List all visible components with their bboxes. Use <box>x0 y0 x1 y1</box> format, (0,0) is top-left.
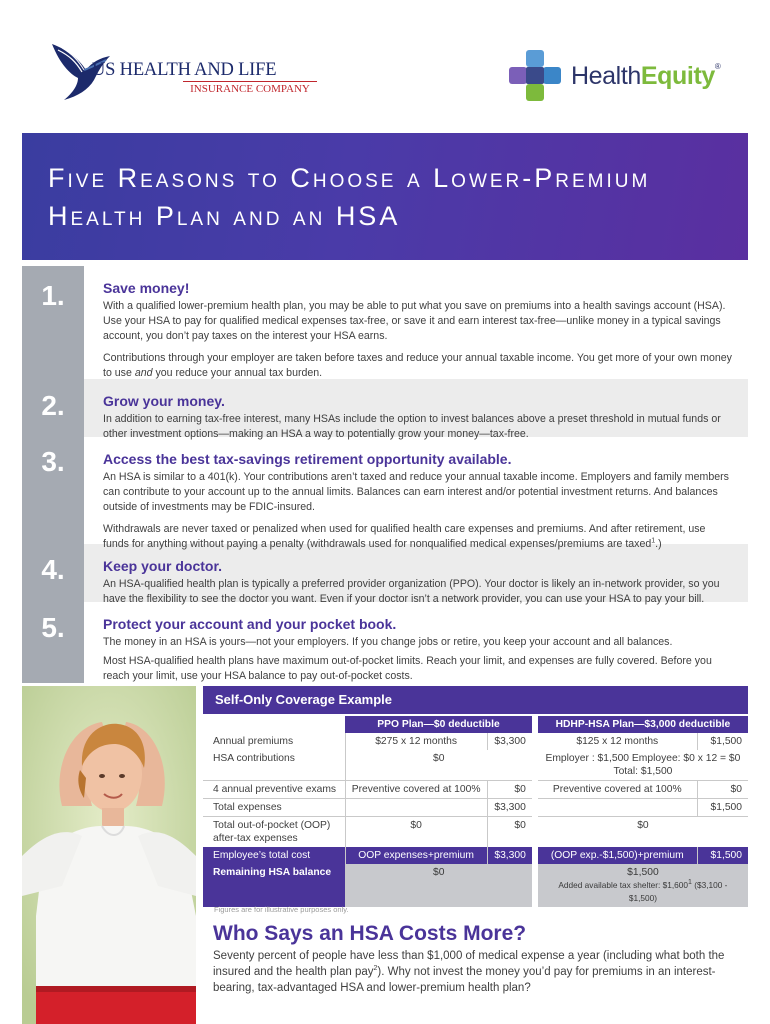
row-label: Annual premiums <box>213 736 294 747</box>
ppo-amount: $3,300 <box>487 847 535 864</box>
woman-stretching-photo <box>22 686 196 1024</box>
reason-number-1: 1. <box>41 280 65 311</box>
ppo-cell: OOP expenses+premium <box>345 847 487 864</box>
reason-number-5: 5. <box>41 612 65 643</box>
table-header-row <box>203 716 748 733</box>
healthequity-wordmark <box>571 62 720 91</box>
reason-5 <box>84 602 748 683</box>
table-row <box>203 817 748 848</box>
hsa-cell: $125 x 12 months <box>535 733 697 750</box>
reason-paragraph: An HSA-qualified health plan is typically a preferred provider organization (PPO). Your doctor is likely an in-network provider, so you have the flexibility to see the doctor you want. Even if your doctor isn’t a network provider, you can use your HSA to pay your bill. <box>103 578 720 605</box>
reason-number-2: 2. <box>41 390 65 421</box>
row-label: 4 annual preventive exams <box>203 781 345 799</box>
figures-note: Figures are for illustrative purposes only. <box>214 905 349 914</box>
table-row <box>203 799 748 817</box>
hsa-amount: $1,500 <box>697 847 748 864</box>
hsa-contrib-line-1: Employer : $1,500 Employee: $0 x 12 = $0 <box>545 753 741 764</box>
hsa-cell <box>535 750 748 781</box>
footnote-ref: 2 <box>373 965 378 973</box>
reason-number-3: 3. <box>41 446 65 477</box>
hsa-cell: $0 <box>535 817 748 848</box>
ppo-cell <box>345 799 487 817</box>
comparison-table <box>203 716 748 907</box>
reason-1 <box>84 266 748 379</box>
row-label: Total expenses <box>203 799 345 817</box>
logo-line-1: US HEALTH AND LIFE <box>92 60 277 80</box>
ppo-cell: $0 <box>345 864 535 907</box>
page-title: Five Reasons to Choose a Lower-Premium Health Plan and an HSA <box>48 163 651 231</box>
reason-heading: Grow your money. <box>103 393 225 409</box>
reason-3 <box>84 437 748 550</box>
reasons-list <box>84 266 748 683</box>
table-row <box>203 733 748 750</box>
row-label <box>203 817 345 848</box>
ppo-cell: $0 <box>345 750 535 781</box>
row-label: Remaining HSA balance <box>203 864 345 907</box>
title-banner <box>22 133 748 260</box>
hsa-cell <box>535 799 697 817</box>
ppo-cell: $275 x 12 months <box>345 733 487 750</box>
reason-paragraph: In addition to earning tax-free interest, many HSAs include the option to invest balances above a preset threshold in mutual funds or other investment options—making an HSA a way to potentially grow your money—tax-free. <box>103 413 721 440</box>
reason-paragraph: Withdrawals are never taxed or penalized when used for qualified health care expenses and premiums. And after retirement, use funds for anything without paying a penalty (withdrawals used for nonqualified medical expenses/premiums are taxed$^1$.) <box>103 523 706 550</box>
healthequity-cross-icon <box>507 48 563 104</box>
hsa-amount: $1,500 <box>697 733 748 750</box>
reason-number-4: 4. <box>41 554 65 585</box>
tax-shelter-note: Added available tax shelter: $1,600$^1$ ($3,100 - $1,500) <box>558 879 728 903</box>
healthequity-logo <box>507 48 737 104</box>
hsa-contrib-line-2: Total: $1,500 <box>613 766 673 777</box>
ppo-amount: $3,300 <box>487 799 535 817</box>
us-health-and-life-logo <box>48 40 310 112</box>
reason-paragraph: Most HSA-qualified health plans have maximum out-of-pocket limits. Reach your limit, and expenses are fully covered. Before you reach your limit, use your HSA balance to pay out-of-pocket costs. <box>103 655 712 682</box>
table-row-employee-total <box>203 847 748 864</box>
ppo-amount: $3,300 <box>487 733 535 750</box>
hsa-remaining-value: $1,500 <box>627 867 659 878</box>
coverage-example-table <box>203 716 748 907</box>
ppo-amount: $0 <box>487 817 535 848</box>
ppo-amount: $0 <box>487 781 535 799</box>
reason-4 <box>84 544 748 605</box>
reason-heading: Save money! <box>103 280 190 296</box>
ppo-cell: $0 <box>345 817 487 848</box>
ppo-header: PPO Plan—$0 deductible <box>345 716 535 733</box>
who-body-text: Seventy percent of people have less than $1,000 of medical expense a year (including what both the insured and the health plan pay <box>213 950 725 978</box>
example-heading: Self-Only Coverage Example <box>203 686 748 714</box>
row-label-line-2: after-tax expenses <box>213 833 298 844</box>
table-row <box>203 781 748 799</box>
wordmark-health: Health <box>571 62 641 90</box>
who-says-heading: Who Says an HSA Costs More? <box>213 922 527 945</box>
reason-heading: Access the best tax-savings retirement opportunity available. <box>103 451 512 467</box>
number-column <box>22 266 84 683</box>
table-row-remaining-balance <box>203 864 748 907</box>
reason-heading: Protect your account and your pocket book. <box>103 616 397 632</box>
who-says-body <box>213 948 743 996</box>
hsa-cell: (OOP exp.-$1,500)+premium <box>535 847 697 864</box>
reason-paragraph: The money in an HSA is yours—not your employers. If you change jobs or retire, you keep your account and all balances. <box>103 636 673 648</box>
reason-heading: Keep your doctor. <box>103 558 223 574</box>
row-label-line-1: Total out-of-pocket (OOP) <box>213 820 331 831</box>
row-label: Employee’s total cost <box>203 847 345 864</box>
who-body-text: ). Why not invest the money you’d pay for premiums in an interest-bearing, tax-advantaged HSA and lower-premium health plan? <box>213 966 716 994</box>
photo-illustration <box>22 686 196 1024</box>
hsa-amount: $0 <box>697 781 748 799</box>
hsa-amount: $1,500 <box>697 799 748 817</box>
hdhp-header: HDHP-HSA Plan—$3,000 deductible <box>535 716 748 733</box>
reason-2 <box>84 379 748 440</box>
reason-paragraph: An HSA is similar to a 401(k). Your contributions aren’t taxed and reduce your annual taxable income. Employers and family members can contribute to your account up to the annual limits. Balances can earn interest and/or potential investment returns. And balances outside of investments may be FDIC-insured. <box>103 471 729 513</box>
hsa-cell <box>535 864 748 907</box>
hsa-cell: Preventive covered at 100% <box>535 781 697 799</box>
wordmark-equity: Equity <box>640 62 715 90</box>
logo-line-2: INSURANCE COMPANY <box>183 81 317 95</box>
registered-mark: ® <box>714 62 721 71</box>
table-row <box>203 750 748 781</box>
row-label: HSA contributions <box>213 753 295 764</box>
reason-paragraph: Contributions through your employer are taken before taxes and reduce your annual taxable income. You get more of your own money to use and you reduce your annual tax burden. <box>103 352 732 379</box>
ppo-cell: Preventive covered at 100% <box>345 781 487 799</box>
reason-paragraph: With a qualified lower-premium health plan, you may be able to put what you save on premiums into a health savings account (HSA). Use your HSA to pay for qualified medical expenses tax-free, or save it and earn interest tax-free—unlike money in a typical savings account, you don’t pay taxes on the interest your HSA earns. <box>103 300 726 342</box>
